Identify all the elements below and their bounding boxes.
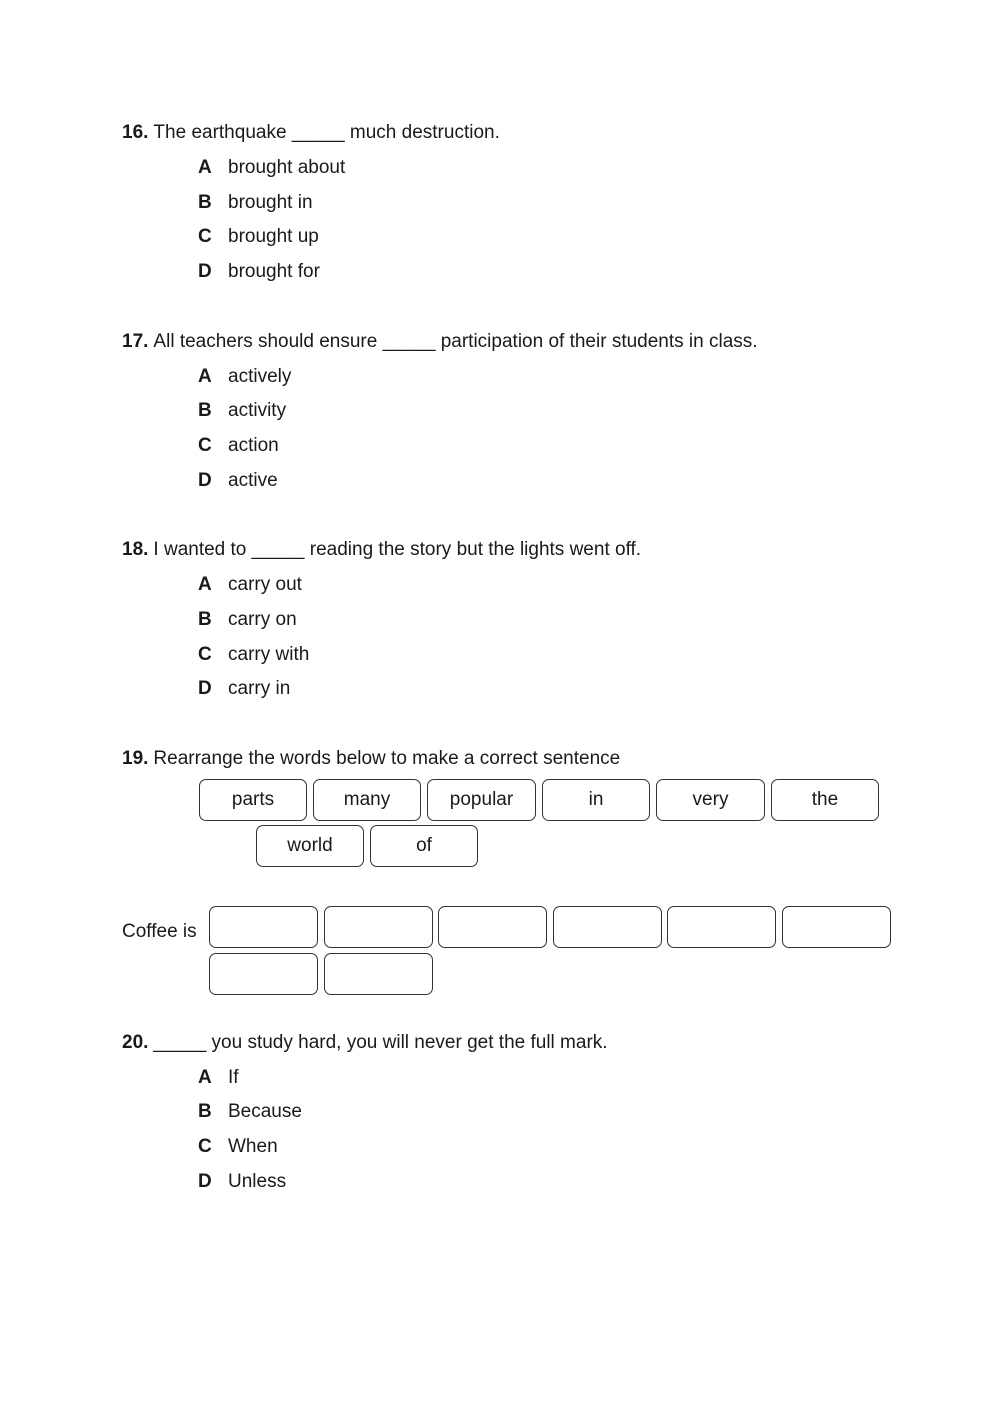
question-number: 17. <box>122 331 149 352</box>
word-tile-in[interactable]: in <box>542 779 650 821</box>
option-text: brought in <box>228 192 313 213</box>
question-number: 20. <box>122 1032 149 1053</box>
option-text: When <box>228 1136 278 1157</box>
option-16-c[interactable] <box>198 226 319 248</box>
option-16-d[interactable] <box>198 261 320 283</box>
option-letter: D <box>198 1171 212 1192</box>
question-19 <box>122 748 620 770</box>
question-text: I wanted to _____ reading the story but the lights went off. <box>153 539 642 560</box>
word-tile-popular[interactable]: popular <box>427 779 536 821</box>
question-18 <box>122 539 641 561</box>
option-letter: A <box>198 366 212 387</box>
option-text: brought about <box>228 157 346 178</box>
option-17-c[interactable] <box>198 435 279 457</box>
option-text: actively <box>228 366 292 387</box>
option-text: If <box>228 1067 239 1088</box>
question-text: Rearrange the words below to make a correct sentence <box>153 748 621 769</box>
option-18-a[interactable] <box>198 574 302 596</box>
option-18-d[interactable] <box>198 678 290 700</box>
option-letter: D <box>198 470 212 491</box>
option-letter: A <box>198 157 212 178</box>
option-letter: D <box>198 678 212 699</box>
answer-slot-2[interactable] <box>324 906 433 948</box>
option-17-b[interactable] <box>198 400 286 422</box>
option-letter: C <box>198 435 212 456</box>
option-letter: B <box>198 609 212 630</box>
option-text: action <box>228 435 279 456</box>
option-text: Unless <box>228 1171 287 1192</box>
question-20 <box>122 1032 608 1054</box>
answer-slot-5[interactable] <box>667 906 776 948</box>
option-letter: C <box>198 644 212 665</box>
option-text: Because <box>228 1101 302 1122</box>
question-16 <box>122 122 500 144</box>
option-text: carry in <box>228 678 291 699</box>
option-20-a[interactable] <box>198 1067 239 1089</box>
question-text: _____ you study hard, you will never get the full mark. <box>153 1032 608 1053</box>
option-text: activity <box>228 400 287 421</box>
answer-slot-1[interactable] <box>209 906 318 948</box>
word-tile-parts[interactable]: parts <box>199 779 307 821</box>
question-text: The earthquake _____ much destruction. <box>153 122 500 143</box>
option-letter: A <box>198 574 212 595</box>
option-18-c[interactable] <box>198 644 309 666</box>
option-text: carry with <box>228 644 310 665</box>
question-17 <box>122 331 758 353</box>
option-letter: A <box>198 1067 212 1088</box>
word-tile-of[interactable]: of <box>370 825 478 867</box>
word-tile-many[interactable]: many <box>313 779 421 821</box>
answer-slot-4[interactable] <box>553 906 662 948</box>
option-16-b[interactable] <box>198 192 313 214</box>
word-tile-the[interactable]: the <box>771 779 879 821</box>
question-number: 18. <box>122 539 149 560</box>
question-number: 16. <box>122 122 149 143</box>
option-text: active <box>228 470 278 491</box>
word-tile-very[interactable]: very <box>656 779 765 821</box>
answer-slot-7[interactable] <box>209 953 318 995</box>
option-letter: C <box>198 1136 212 1157</box>
option-17-d[interactable] <box>198 470 278 492</box>
option-letter: B <box>198 1101 212 1122</box>
option-20-d[interactable] <box>198 1171 286 1193</box>
question-number: 19. <box>122 748 149 769</box>
option-letter: B <box>198 400 212 421</box>
question-text: All teachers should ensure _____ participation of their students in class. <box>153 331 758 352</box>
option-text: carry out <box>228 574 302 595</box>
option-16-a[interactable] <box>198 157 345 179</box>
word-tile-world[interactable]: world <box>256 825 364 867</box>
option-17-a[interactable] <box>198 366 291 388</box>
option-text: brought up <box>228 226 319 247</box>
option-20-c[interactable] <box>198 1136 278 1158</box>
option-18-b[interactable] <box>198 609 297 631</box>
option-letter: D <box>198 261 212 282</box>
option-text: carry on <box>228 609 297 630</box>
answer-prefix: Coffee is <box>122 921 197 942</box>
answer-slot-3[interactable] <box>438 906 547 948</box>
option-letter: B <box>198 192 212 213</box>
answer-slot-8[interactable] <box>324 953 433 995</box>
answer-slot-6[interactable] <box>782 906 891 948</box>
option-20-b[interactable] <box>198 1101 302 1123</box>
option-text: brought for <box>228 261 320 282</box>
option-letter: C <box>198 226 212 247</box>
